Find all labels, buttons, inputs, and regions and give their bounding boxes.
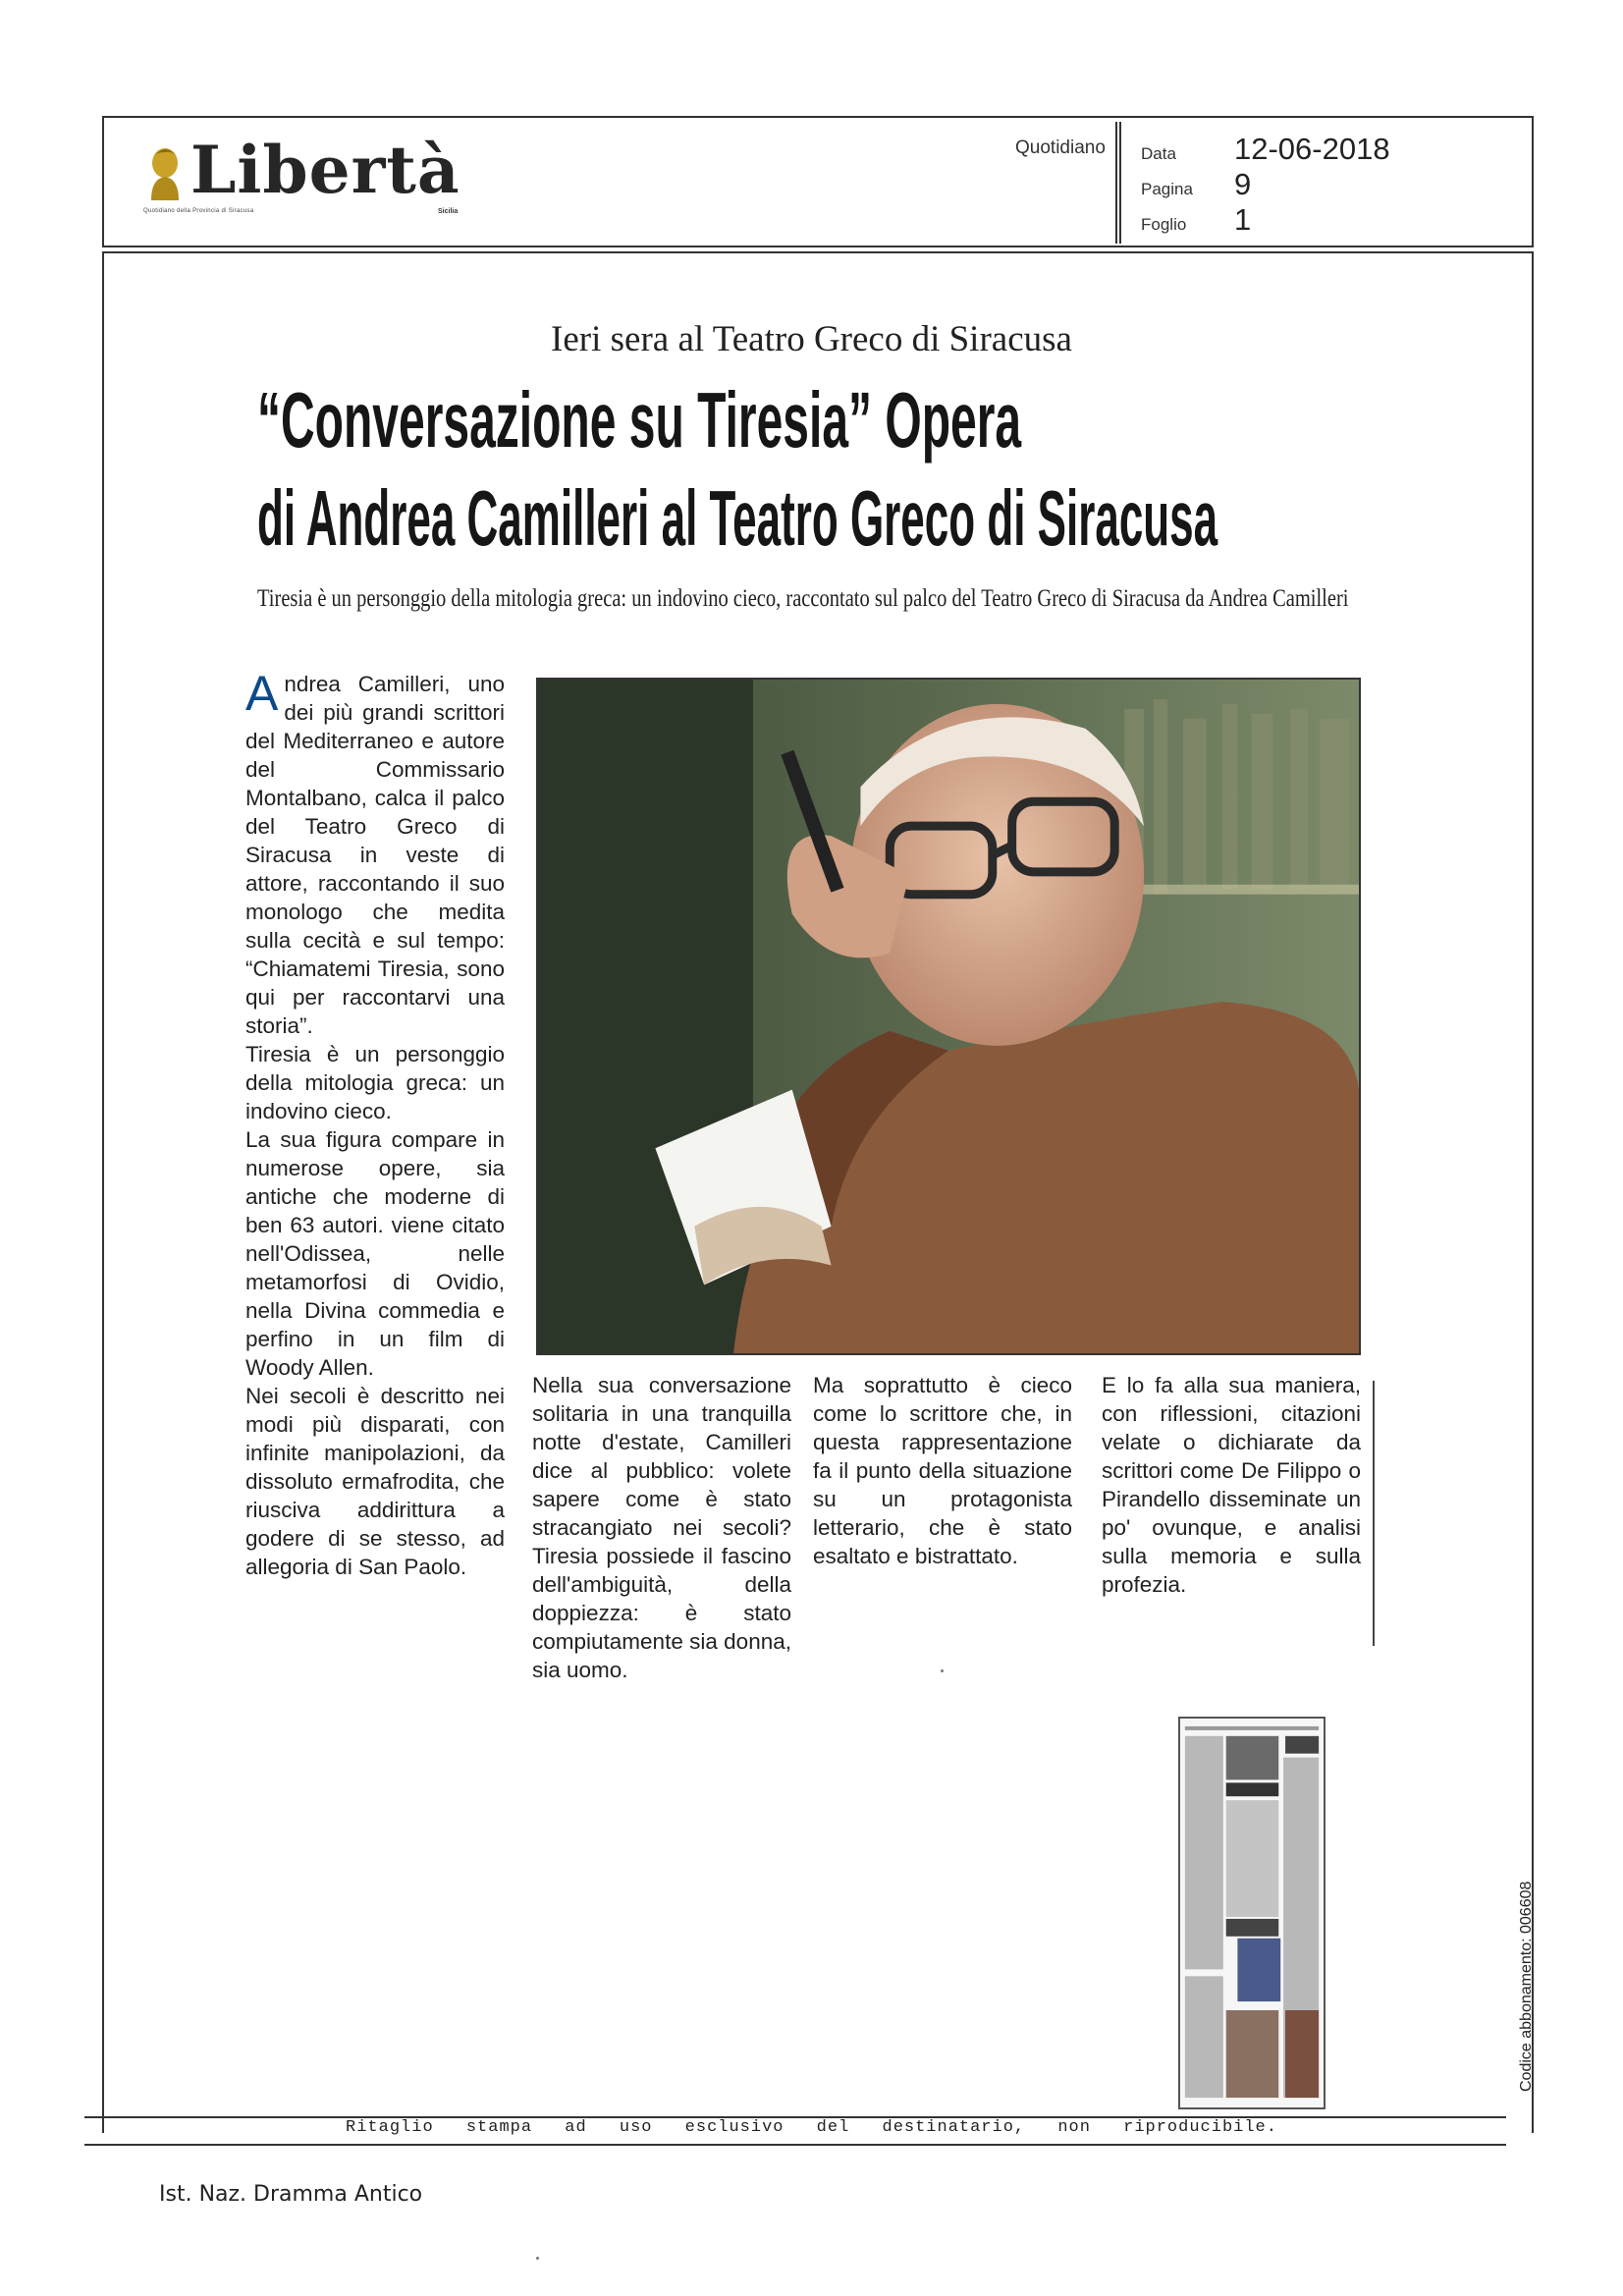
clipping-header	[102, 116, 1534, 247]
article-column-2: Nella sua conversazione solitaria in una tranquilla notte d'estate, Camilleri dice al pubblico: volete sapere come è stato stracangiato nei secoli? Tiresia possiede il fascino dell'ambiguità, della doppiezza: è stato compiutamente sia donna, sia uomo.	[532, 1373, 791, 1682]
newspaper-logo	[143, 132, 460, 208]
logo-subtitle: Quotidiano della Provincia di Siracusa	[143, 208, 254, 214]
page-thumbnail	[1178, 1717, 1325, 2109]
meta-value: 9	[1234, 167, 1252, 201]
article-kicker: Ieri sera al Teatro Greco di Siracusa	[551, 319, 1072, 359]
meta-label: Data	[1141, 144, 1176, 163]
paragraph	[245, 666, 505, 1040]
publication-meta	[1141, 132, 1514, 238]
article-headline-line1: “Conversazione su Tiresia” Opera	[257, 376, 1022, 464]
meta-label: Pagina	[1141, 180, 1193, 198]
logo-region: Sicilia	[438, 208, 459, 215]
newspaper-page-thumbnail	[1180, 1719, 1324, 2107]
meta-value: 12-06-2018	[1234, 132, 1390, 166]
column-rule	[1373, 1381, 1375, 1646]
article-summary: Tiresia è un personggio della mitologia greca: un indovino cieco, raccontato sul palco del Teatro Greco di Siracusa da Andrea Camilleri	[257, 585, 1349, 612]
meta-value: 1	[1234, 202, 1252, 237]
paragraph: La sua figura compare in numerose opere, sia antiche che moderne di ben 63 autori. viene citato nell'Odissea, nelle metamorfosi di Ovidio, nella Divina commedia e perfino in un film di Woody Allen.	[245, 1127, 505, 1380]
logo-text: Libertà	[190, 132, 460, 208]
paragraph-text: ndrea Camilleri, uno dei più grandi scrittori del Mediterraneo e autore del Commissario Montalbano, calca il palco del Teatro Greco di Siracusa in veste di attore, raccontando il suo monologo che medita sulla cecità e sul tempo: “Chiamatemi Tiresia, sono qui per raccontarvi una storia”.	[245, 672, 505, 1038]
meta-row-date	[1141, 132, 1514, 167]
meta-row-sheet	[1141, 202, 1514, 238]
drop-cap: A	[245, 666, 279, 721]
publication-type: Quotidiano	[1015, 137, 1106, 158]
source-label: Ist. Naz. Dramma Antico	[159, 2182, 423, 2207]
meta-row-page	[1141, 167, 1514, 202]
scan-speck	[941, 1669, 944, 1672]
article-photo	[536, 678, 1361, 1355]
paragraph: Nei secoli è descritto nei modi più disparati, con infinite manipolazioni, da dissoluto ermafrodita, che riusciva addirittura a godere di se stesso, ad allegoria di San Paolo.	[245, 1384, 505, 1579]
subscription-code: Codice abbonamento: 006608	[1518, 1881, 1535, 2092]
meta-label: Foglio	[1141, 215, 1187, 234]
article-column-3: Ma soprattutto è cieco come lo scrittore che, in questa rappresentazione fa il punto della situazione su un protagonista letterario, che è stato esaltato e bistrattato.	[813, 1373, 1072, 1568]
paragraph: Tiresia è un personggio della mitologia greca: un indovino cieco.	[245, 1042, 505, 1123]
portrait-illustration	[538, 680, 1359, 1353]
article-column-4: E lo fa alla sua maniera, con riflessioni, citazioni velate o dichiarate da scrittori come De Filippo o Pirandello disseminate un po' ovunque, e analisi sulla memoria e sulla profezia.	[1102, 1373, 1361, 1597]
header-divider	[1115, 122, 1121, 244]
article-column-1	[245, 666, 505, 1581]
scan-speck	[536, 2257, 539, 2260]
article-headline-line2: di Andrea Camilleri al Teatro Greco di Siracusa	[257, 474, 1218, 562]
bust-icon	[143, 143, 187, 200]
reproduction-notice: Ritaglio stampa ad uso esclusivo del destinatario, non riproducibile.	[346, 2118, 1277, 2137]
